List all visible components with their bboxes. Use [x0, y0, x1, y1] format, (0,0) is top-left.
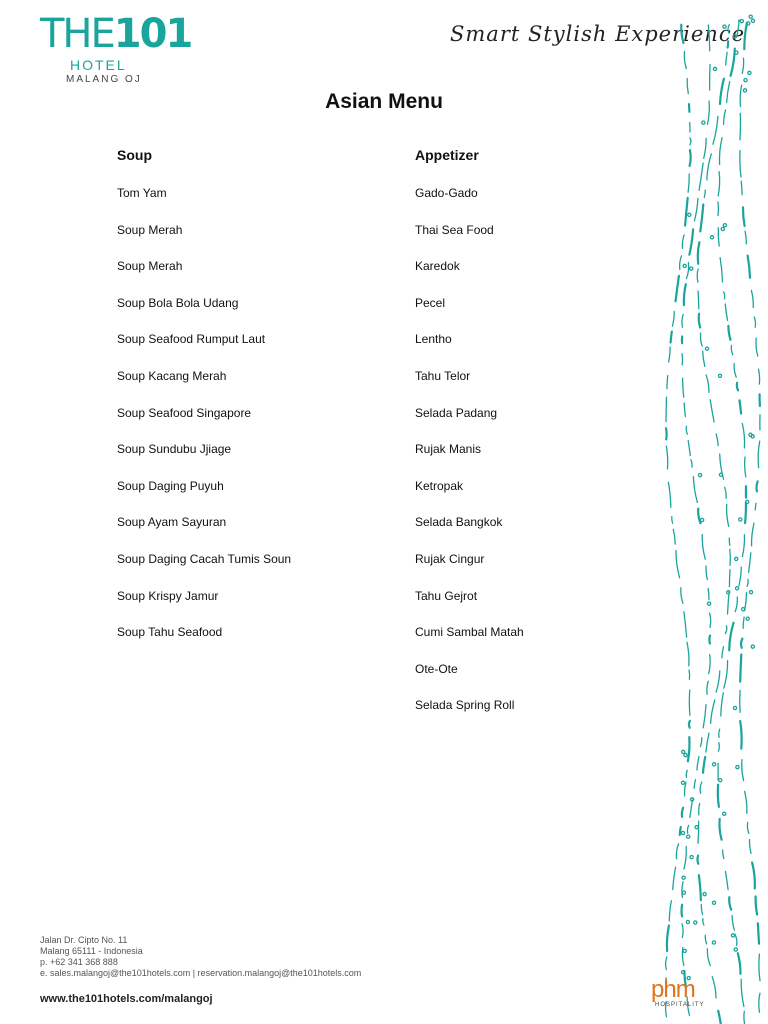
menu-item: Soup Daging Puyuh — [117, 478, 224, 493]
menu-item: Soup Seafood Singapore — [117, 405, 252, 420]
menu-item: Soup Kacang Merah — [117, 368, 227, 383]
appetizer-list — [415, 186, 675, 735]
menu-item: Karedok — [415, 259, 460, 274]
menu-item: Tom Yam — [117, 186, 167, 200]
logo-hotel-text: HOTEL — [70, 57, 127, 73]
footer-address-line-2: Malang 65111 - Indonesia — [40, 946, 143, 956]
menu-item: Selada Spring Roll — [415, 698, 515, 713]
menu-item: Tahu Telor — [415, 368, 471, 383]
menu-item: Selada Padang — [415, 405, 498, 420]
menu-item: Pecel — [415, 295, 446, 310]
tagline: Smart Stylish Experience — [450, 22, 746, 46]
soup-column — [117, 146, 377, 662]
menu-item: Gado-Gado — [415, 186, 478, 200]
menu-item: Lentho — [415, 332, 452, 347]
menu-item: Soup Merah — [117, 259, 183, 274]
menu-item: Soup Bola Bola Udang — [117, 295, 239, 310]
logo-location-text: MALANG OJ — [66, 74, 142, 85]
footer-email: e. sales.malangoj@the101hotels.com | reservation.malangoj@the101hotels.com — [40, 968, 362, 978]
hotel-logo — [40, 11, 192, 86]
menu-item: Selada Bangkok — [415, 515, 503, 530]
phm-logo-wordmark: phm — [651, 976, 695, 1003]
soup-heading: Soup — [117, 147, 152, 163]
menu-item: Rujak Cingur — [415, 551, 485, 566]
footer-contact — [40, 935, 361, 979]
footer-website-link[interactable]: www.the101hotels.com/malangoj — [40, 993, 213, 1005]
menu-item: Tahu Gejrot — [415, 588, 478, 603]
menu-item: Soup Sundubu Jjiage — [117, 442, 232, 457]
menu-item: Soup Seafood Rumput Laut — [117, 332, 266, 347]
page-title: Asian Menu — [325, 90, 443, 113]
appetizer-heading: Appetizer — [415, 147, 479, 163]
menu-item: Soup Ayam Sayuran — [117, 515, 227, 530]
menu-item: Soup Tahu Seafood — [117, 625, 223, 640]
menu-item: Soup Krispy Jamur — [117, 588, 219, 603]
menu-item: Soup Daging Cacah Tumis Soun — [117, 551, 292, 566]
appetizer-column — [415, 146, 675, 735]
menu-item: Ketropak — [415, 478, 464, 493]
menu-item: Ote-Ote — [415, 661, 458, 676]
menu-item: Soup Merah — [117, 222, 183, 237]
footer-address-line-1: Jalan Dr. Cipto No. 11 — [40, 935, 128, 945]
footer-phone: p. +62 341 368 888 — [40, 957, 118, 967]
phm-hospitality-logo — [651, 978, 711, 1008]
menu-item: Rujak Manis — [415, 442, 482, 457]
menu-item: Cumi Sambal Matah — [415, 625, 524, 640]
phm-logo-subtext: HOSPITALITY — [655, 1002, 705, 1008]
menu-item: Thai Sea Food — [415, 222, 494, 237]
soup-list — [117, 186, 377, 662]
logo-wordmark: THE101 — [40, 11, 192, 57]
